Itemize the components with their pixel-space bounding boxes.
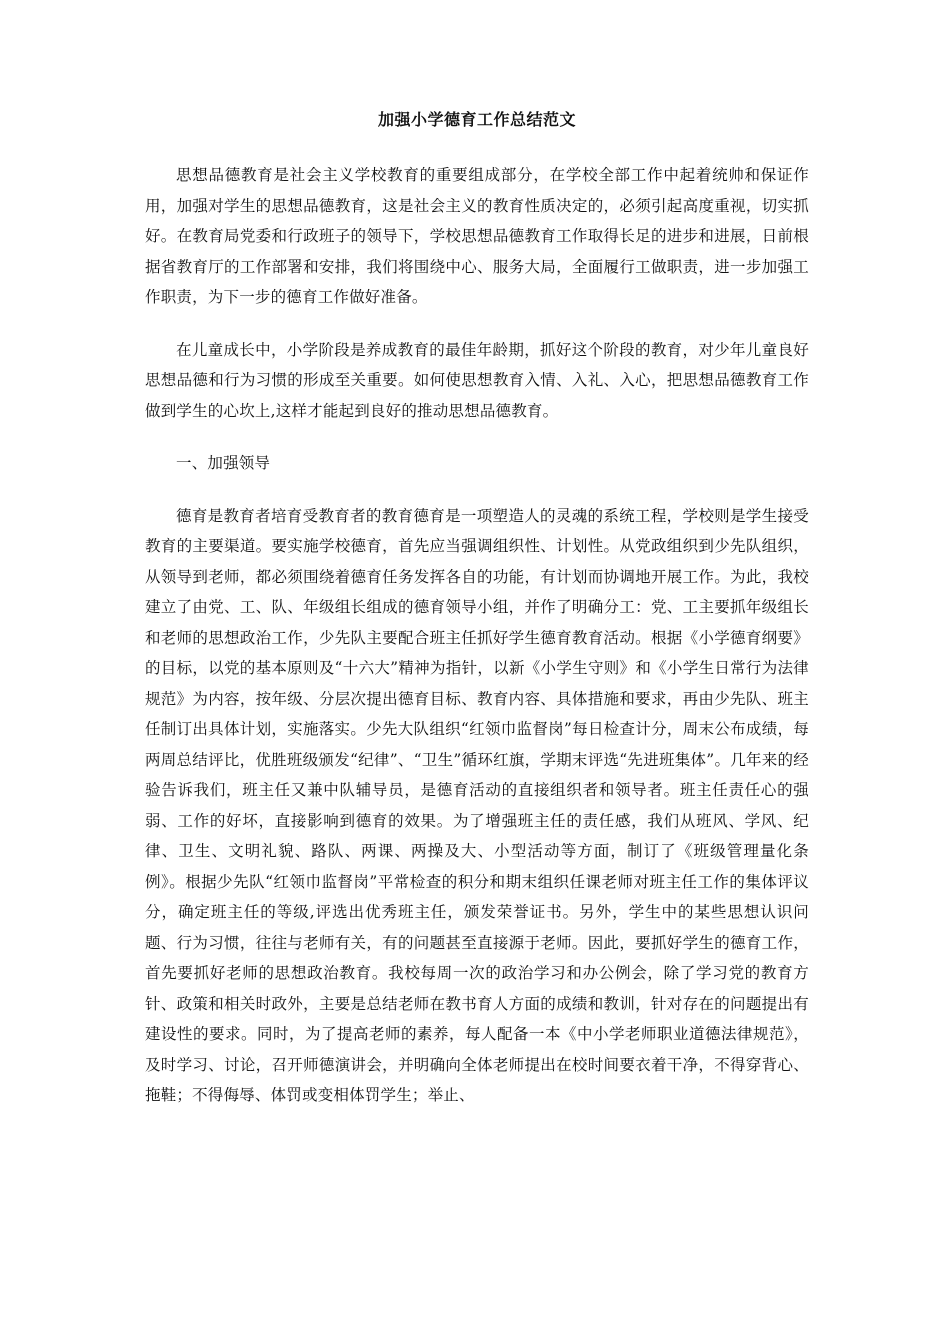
document-title: 加强小学德育工作总结范文 [377,110,576,129]
intro-paragraph-1: 思想品德教育是社会主义学校教育的重要组成部分，在学校全部工作中起着统帅和保证作用，加强对学生的思想品德教育，这是社会主义的教育性质决定的，必须引起高度重视，切实抓好。在教育局党委和行政班子的领导下，学校思想品德教育工作取得长足的进步和进展，日前根据省教育厅的工作部署和安排，我们将围绕中心、服务大局，全面履行工做职责，进一步加强工作职责，为下一步的德育工作做好准备。 [145,166,809,306]
section-heading: 一、加强领导 [176,454,271,472]
section-paragraph: 德育是教育者培育受教育者的教育德育是一项塑造人的灵魂的系统工程，学校则是学生接受教育的主要渠道。要实施学校德育，首先应当强调组织性、计划性。从党政组织到少先队组织，从领导到老师，都必须围绕着德育任务发挥各自的功能，有计划而协调地开展工作。为此，我校建立了由党、工、队、年级组长组成的德育领导小组，并作了明确分工：党、工主要抓年级组长和老师的思想政治工作，少先队主要配合班主任抓好学生德育教育活动。根据《小学德育纲要》的目标，以党的基本原则及“十六大”精神为指针，以新《小学生守则》和《小学生日常行为法律规范》为内容，按年级、分层次提出德育目标、教育内容、具体措施和要求，再由少先队、班主任制订出具体计划，实施落实。少先大队组织“红领巾监督岗”每日检查计分，周末公布成绩，每两周总结评比，优胜班级颁发“纪律”、“卫生”循环红旗，学期末评选“先进班集体”。几年来的经验告诉我们，班主任又兼中队辅导员，是德育活动的直接组织者和领导者。班主任责任心的强弱、工作的好坏，直接影响到德育的效果。为了增强班主任的责任感，我们从班风、学风、纪律、卫生、文明礼貌、路队、两课、两操及大、小型活动等方面，制订了《班级管理量化条例》。根据少先队“红领巾监督岗”平常检查的积分和期末组织任课老师对班主任工作的集体评议分，确定班主任的等级,评选出优秀班主任，颁发荣誉证书。另外，学生中的某些思想认识问题、行为习惯，往往与老师有关，有的问题甚至直接源于老师。因此，要抓好学生的德育工作，首先要抓好老师的思想政治教育。我校每周一次的政治学习和办公例会，除了学习党的教育方针、政策和相关时政外，主要是总结老师在教书育人方面的成绩和教训，针对存在的问题提出有建设性的要求。同时，为了提高老师的素养，每人配备一本《中小学老师职业道德法律规范》，及时学习、讨论，召开师德演讲会，并明确向全体老师提出在校时间要衣着干净，不得穿背心、拖鞋；不得侮辱、体罚或变相体罚学生；举止、 [145,506,809,1104]
intro-paragraph-2: 在儿童成长中，小学阶段是养成教育的最佳年龄期，抓好这个阶段的教育，对少年儿童良好思想品德和行为习惯的形成至关重要。如何使思想教育入情、入礼、入心，把思想品德教育工作做到学生的心坎上,这样才能起到良好的推动思想品德教育。 [145,340,809,420]
document-page [145,106,809,1133]
